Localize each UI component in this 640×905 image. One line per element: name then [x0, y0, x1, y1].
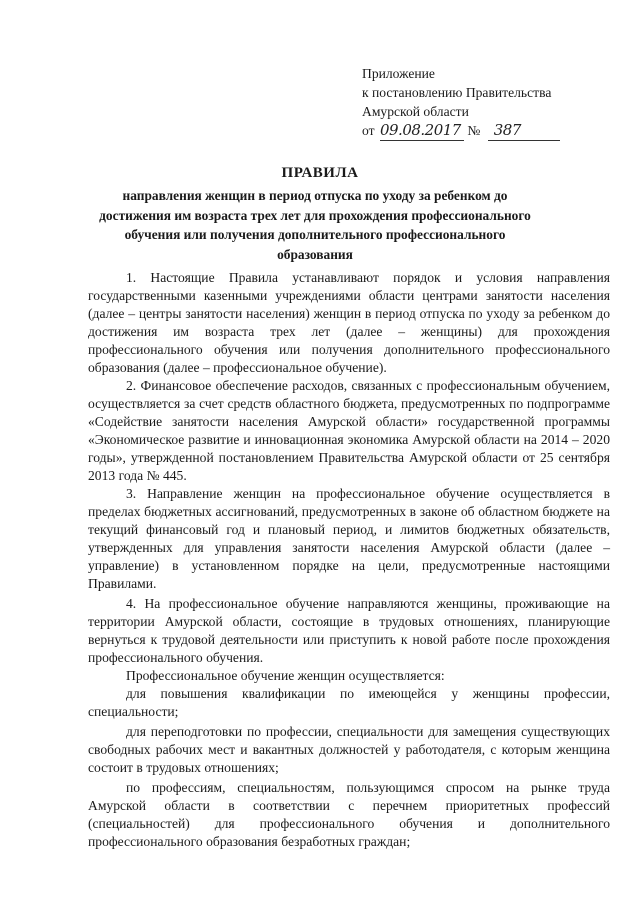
appendix-line-1: Приложение — [362, 66, 435, 81]
handwritten-date: 09.08.2017 — [380, 121, 464, 141]
paragraph-6: для повышения квалификации по имеющейся у женщины профессии, специальности; — [88, 686, 610, 719]
paragraph-1: 1. Настоящие Правила устанавливают порядок и условия направления государственными казенными учреждениями области центрами занятости населения (далее – центры занятости населения) женщин в период отпуска по уходу за ребенком до достижения им возраста трех лет (далее – женщины) для прохождения профессионального обучения или получения дополнительного профессионального образования (далее – профессиональное обучение). — [88, 270, 610, 375]
document-subtitle: направления женщин в период отпуска по уходу за ребенком до достижения им возраста трех лет для прохождения профессионального обучения или получения дополнительного профессионального образования — [99, 188, 531, 262]
paragraph-8: по профессиям, специальностям, пользующимся спросом на рынке труда Амурской области в соответствии с перечнем приоритетных профессий (специальностей) для профессионального обучения и дополнительного профессионального образования безработных граждан; — [88, 780, 610, 849]
handwritten-number: 387 — [488, 121, 560, 141]
paragraph-7: для переподготовки по профессии, специальности для замещения существующих свободных рабочих мест и вакантных должностей у работодателя, с которым женщина состоит в трудовых отношениях; — [88, 724, 610, 775]
appendix-line-3: Амурской области — [362, 104, 469, 119]
paragraph-2: 2. Финансовое обеспечение расходов, связанных с профессиональным обучением, осуществляется за счет средств областного бюджета, предусмотренных по подпрограмме «Содействие занятости населения Амурской области» государственной программы «Экономическое развитие и инновационная экономика Амурской области на 2014 – 2020 годы», утвержденной постановлением Правительства Амурской области от 25 сентября 2013 года № 445. — [88, 378, 610, 483]
appendix-block — [362, 64, 602, 141]
document-body — [88, 269, 610, 851]
paragraph-3: 3. Направление женщин на профессиональное обучение осуществляется в пределах бюджетных ассигнований, предусмотренных в законе об областном бюджете на текущий финансовый год и плановый период, и лимитов бюджетных обязательств, утвержденных для управления занятости населения Амурской области (далее – управление) в установленном порядке на цели, предусмотренные настоящими Правилами. — [88, 486, 610, 591]
paragraph-5: Профессиональное обучение женщин осуществляется: — [126, 668, 445, 683]
document-title: ПРАВИЛА — [281, 165, 359, 181]
appendix-date-line — [362, 121, 602, 141]
paragraph-4: 4. На профессиональное обучение направляются женщины, проживающие на территории Амурской области, состоящие в трудовых отношениях, планирующие вернуться к трудовой деятельности или приступить к новой работе после прохождения профессионального обучения. — [88, 596, 610, 665]
appendix-line-2: к постановлению Правительства — [362, 85, 552, 100]
number-sign: № — [467, 123, 481, 138]
date-prefix: от — [362, 123, 375, 138]
